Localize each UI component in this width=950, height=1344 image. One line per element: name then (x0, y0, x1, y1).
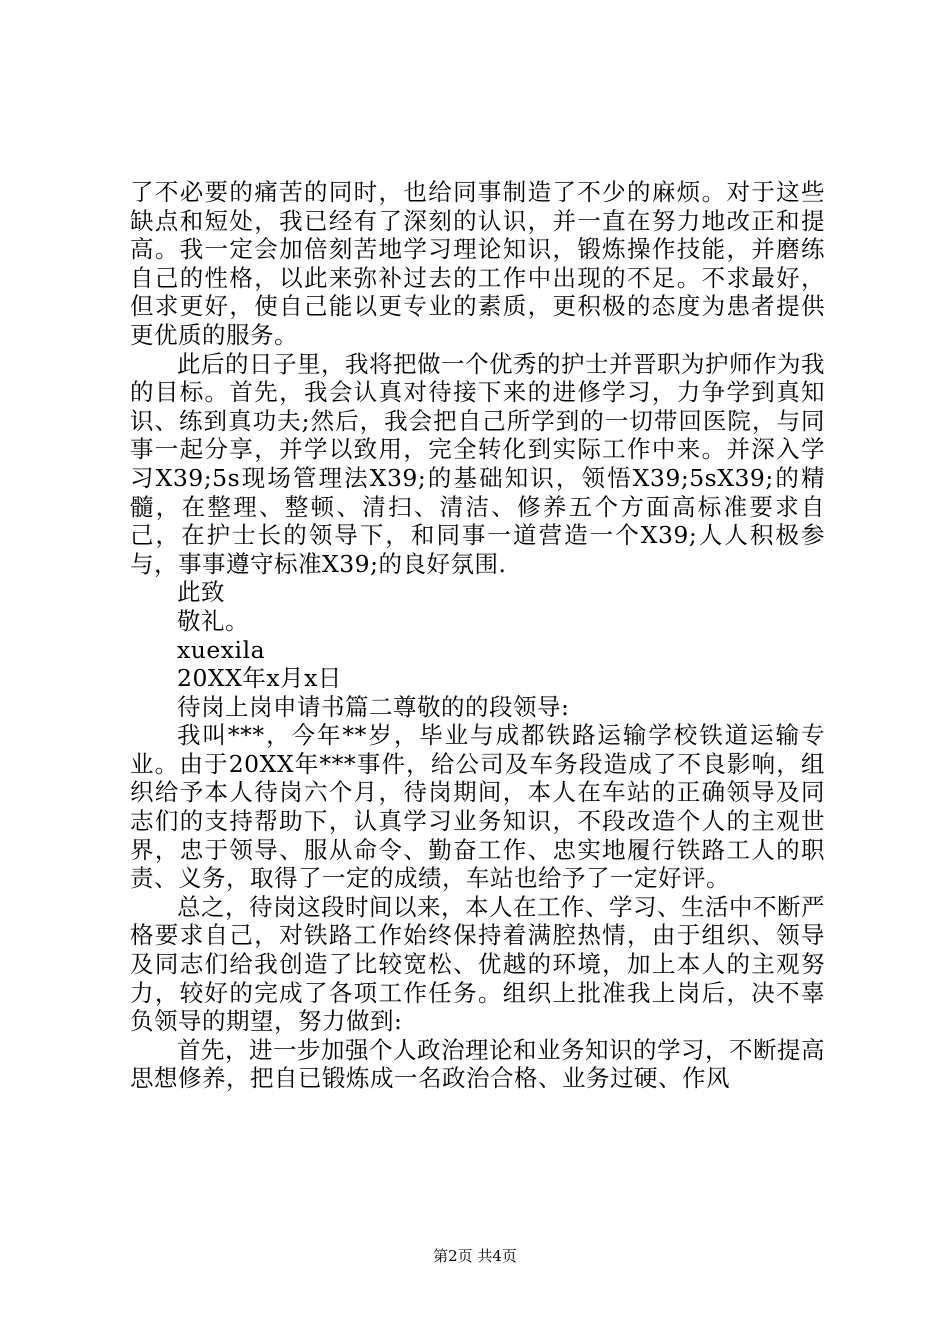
signature-name: xuexila (177, 635, 266, 664)
closing-salutation: 此致 (177, 578, 225, 607)
page-number: 第2页 共4页 (433, 1247, 517, 1265)
paragraph-summary: 总之，待岗这段时间以来，本人在工作、学习、生活中不断严格要求自己，对铁路工作始终保持着满腔热情，由于组织、领导及同志们给我创造了比较宽松、优越的环境，加上本人的主观努力，较好的完成了各项工作任务。组织上批准我上岗后，决不辜负领导的期望，努力做到: (130, 892, 825, 1036)
closing-regards: 敬礼。 (177, 606, 249, 635)
document-body (130, 178, 825, 1093)
paragraph-first-commitment: 首先，进一步加强个人政治理论和业务知识的学习，不断提高思想修养，把自已锻炼成一名政治合格、业务过硬、作风 (130, 1035, 825, 1093)
paragraph-introduction: 我叫***，今年**岁，毕业与成都铁路运输学校铁道运输专业。由于20XX年***事件，给公司及车务段造成了不良影响，组织给予本人待岗六个月，待岗期间，本人在车站的正确领导及同志们的支持帮助下，认真学习业务知识，不段改造个人的主观世界，忠于领导、服从命令、勤奋工作、忠实地履行铁路工人的职责、义务，取得了一定的成绩，车站也给予了一定好评。 (130, 721, 825, 893)
paragraph-goals: 此后的日子里，我将把做一个优秀的护士并晋职为护师作为我的目标。首先，我会认真对待接下来的进修学习，力争学到真知识、练到真功夫;然后，我会把自己所学到的一切带回医院，与同事一起分享，并学以致用，完全转化到实际工作中来。并深入学习X39;5s现场管理法X39;的基础知识，领悟X39;5sX39;的精髓，在整理、整顿、清扫、清洁、修养五个方面高标准要求自己，在护士长的领导下，和同事一道营造一个X39;人人积极参与，事事遵守标准X39;的良好氛围. (130, 349, 825, 578)
signature-date: 20XX年x月x日 (177, 664, 342, 693)
paragraph-continuation: 了不必要的痛苦的同时，也给同事制造了不少的麻烦。对于这些缺点和短处，我已经有了深刻的认识，并一直在努力地改正和提高。我一定会加倍刻苦地学习理论知识，锻炼操作技能，并磨练自己的性格，以此来弥补过去的工作中出现的不足。不求最好，但求更好，使自己能以更专业的素质，更积极的态度为患者提供更优质的服务。 (130, 178, 825, 349)
section-heading: 待岗上岗申请书篇二尊敬的的段领导: (177, 692, 570, 721)
